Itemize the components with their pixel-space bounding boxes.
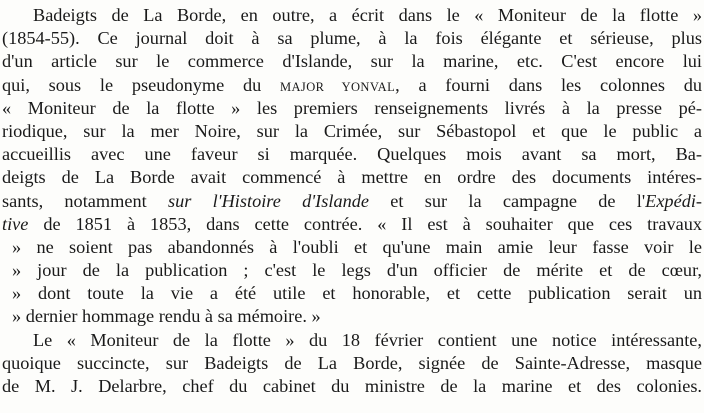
text-line xyxy=(2,74,702,97)
text-run: de 1851 à 1853, dans cette contrée. « Il est à souhaiter que ces travaux xyxy=(28,213,702,234)
text-line xyxy=(2,166,702,189)
text-line xyxy=(2,282,702,305)
text-line xyxy=(2,259,702,282)
text-line xyxy=(2,27,702,50)
italic-title: tive xyxy=(2,213,29,234)
text-line xyxy=(2,97,702,120)
text-line xyxy=(2,120,702,143)
text-run: « Moniteur de la flotte » les premiers renseignements livrés à la presse pé- xyxy=(2,97,702,118)
text-block xyxy=(2,4,702,398)
text-run: Badeigts de La Borde, en outre, a écrit dans le « Moniteur de la flotte » xyxy=(33,5,702,25)
text-run: (1854-55). Ce journal doit à sa plume, à la fois élégante et sérieuse, plus xyxy=(2,28,702,49)
text-run: » dont toute la vie a été utile et honorable, et cette publication serait un xyxy=(12,283,702,304)
text-run: Le « Moniteur de la flotte » du 18 février contient une notice intéressante, xyxy=(33,329,702,350)
italic-title: sur l'Histoire d'Islande xyxy=(167,190,369,211)
text-line xyxy=(2,236,702,259)
text-line xyxy=(2,305,702,328)
text-run: deigts de La Borde avait commencé à mettre en ordre des documents intéres- xyxy=(2,167,702,188)
text-run: et sur la campagne de l' xyxy=(369,190,646,211)
text-run: de M. J. Delarbre, chef du cabinet du ministre de la marine et des colonies. xyxy=(2,376,702,396)
paragraph xyxy=(2,329,702,399)
text-run: accueillis avec une faveur si marquée. Quelques mois avant sa mort, Ba- xyxy=(2,144,702,165)
text-line xyxy=(2,143,702,166)
pseudonym-small-caps: MAJOR YONVAL xyxy=(279,79,396,94)
text-line xyxy=(2,50,702,73)
text-line xyxy=(2,375,702,398)
text-run: d'un article sur le commerce d'Islande, sur la marine, etc. C'est encore lui xyxy=(2,51,702,72)
text-run: , a fourni dans les colonnes du xyxy=(395,74,702,95)
text-line xyxy=(2,4,702,27)
text-run: sants, notamment xyxy=(2,190,168,211)
text-line xyxy=(2,213,702,236)
text-run: » ne soient pas abandonnés à l'oubli et qu'une main amie leur fasse voir le xyxy=(12,236,702,257)
text-line xyxy=(2,190,702,213)
text-run: » dernier hommage rendu à sa mémoire. » xyxy=(12,306,321,327)
paragraph xyxy=(2,4,702,329)
text-line xyxy=(2,329,702,352)
italic-title: Expédi- xyxy=(645,190,702,211)
text-run: riodique, sur la mer Noire, sur la Crimée, sur Sébastopol et que le public a xyxy=(2,120,702,141)
text-line xyxy=(2,352,702,375)
text-run: quoique succincte, sur Badeigts de La Borde, signée de Sainte-Adresse, masque xyxy=(2,352,702,373)
text-run: qui, sous le pseudonyme du xyxy=(2,74,280,95)
text-run: » jour de la publication ; c'est le legs d'un officier de mérite et de cœur, xyxy=(12,260,702,281)
